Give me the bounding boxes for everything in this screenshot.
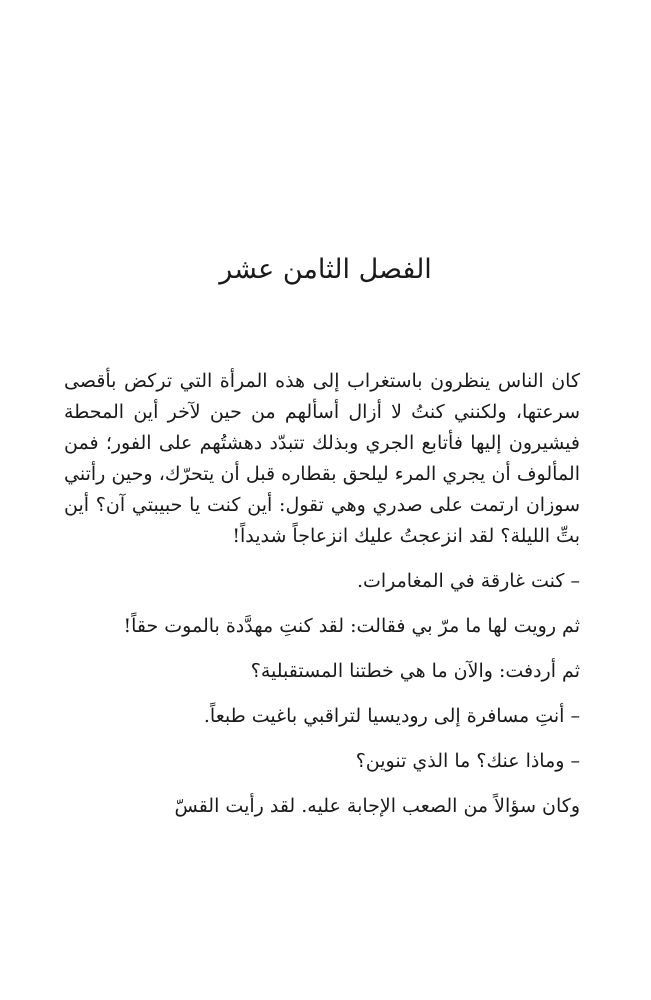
chapter-title: الفصل الثامن عشر <box>219 254 432 285</box>
paragraph-narrative-2: ثم رويت لها ما مرّ بي فقالت: لقد كنتِ مهدَّدة بالموت حقاً! <box>123 615 580 637</box>
paragraph-dialogue-2: – أنتِ مسافرة إلى روديسيا لتراقبي باغيت طبعاً. <box>203 705 580 727</box>
chapter-body <box>64 366 602 836</box>
paragraph-dialogue-3: – وماذا عنك؟ ما الذي تنوين؟ <box>355 750 580 772</box>
paragraph-narrative-3: ثم أردفت: والآن ما هي خطتنا المستقبلية؟ <box>250 660 580 682</box>
paragraph-narrative-1: كان الناس ينظرون باستغراب إلى هذه المرأة التي تركض بأقصى سرعتها، ولكنني كنتُ لا أزال أسألهم من حين لآخر أين المحطة فيشيرون إليها فأتابع الجري وبذلك تتبدّد دهشتُهم على الفور؛ فمن المألوف أن يجري المرء ليلحق بقطاره قبل أن يتحرّك، وحين رأتني سوزان ارتمت على صدري وهي تقول: أين كنت يا حبيبتي آن؟ أين بتِّ الليلة؟ لقد انزعجتُ عليك انزعاجاً شديداً! <box>64 370 580 547</box>
paragraph-narrative-4: وكان سؤالاً من الصعب الإجابة عليه. لقد رأيت القسّ <box>174 795 580 817</box>
paragraph-dialogue-1: – كنت غارقة في المغامرات. <box>356 570 580 592</box>
